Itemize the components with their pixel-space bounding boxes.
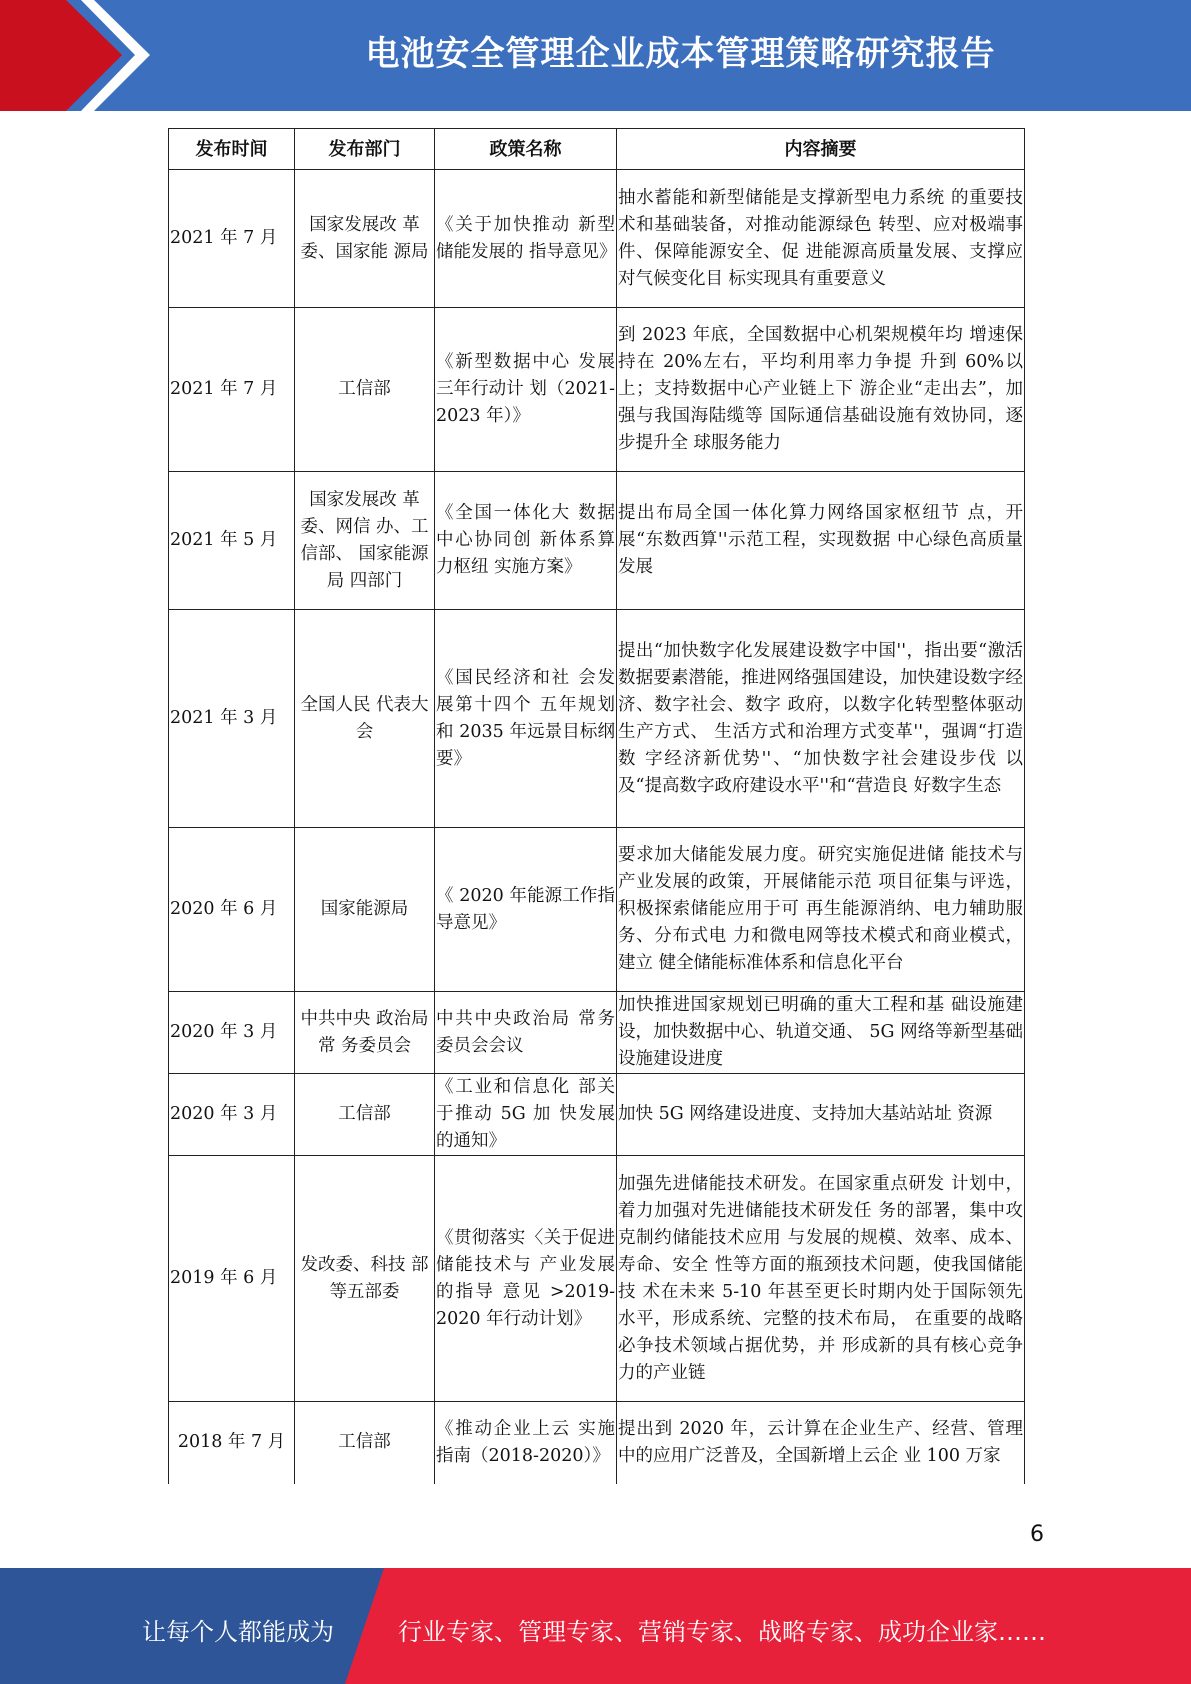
cell-date: 2021 年 3 月 [169, 610, 295, 828]
table-row [169, 170, 1025, 308]
cell-summary: 要求加大储能发展力度。研究实施促进储 能技术与产业发展的政策，开展储能示范 项目征集与评选，积极探索储能应用于可 再生能源消纳、电力辅助服务、分布式电 力和微电网等技术模式和商业模式，建立 健全储能标准体系和信息化平台 [617, 828, 1025, 992]
cell-summary: 到 2023 年底，全国数据中心机架规模年均 增速保持在 20%左右，平均利用率力争提 升到 60%以上；支持数据中心产业链上下 游企业“走出去”，加强与我国海陆缆等 国际通信基础设施有效协同，逐步提升全 球服务能力 [617, 308, 1025, 472]
table-row [169, 472, 1025, 610]
cell-summary: 提出“加快数字化发展建设数字中国''，指出要“激活数据要素潜能，推进网络强国建设，加快建设数字经济、数字社会、数字 政府，以数字化转型整体驱动生产方式、 生活方式和治理方式变革''，强调“打造数 字经济新优势''、“加快数字社会建设步伐 以及“提高数字政府建设水平''和“营造良 好数字生态 [617, 610, 1025, 828]
column-header-dept: 发布部门 [295, 129, 435, 170]
cell-summary: 提出到 2020 年，云计算在企业生产、经营、管理中的应用广泛普及，全国新增上云企 业 100 万家 [617, 1402, 1025, 1484]
column-header-name: 政策名称 [435, 129, 617, 170]
cell-dept: 工信部 [295, 1402, 435, 1484]
report-title: 电池安全管理企业成本管理策略研究报告 [365, 34, 996, 74]
cell-policy-name: 《新型数据中心 发展三年行动计 划（2021-2023 年）》 [435, 308, 617, 472]
cell-dept: 全国人民 代表大会 [295, 610, 435, 828]
cell-date: 2020 年 3 月 [169, 1074, 295, 1156]
cell-date: 2021 年 5 月 [169, 472, 295, 610]
table-row [169, 610, 1025, 828]
page-header [0, 0, 1191, 111]
cell-policy-name: 《关于加快推动 新型储能发展的 指导意见》 [435, 170, 617, 308]
page-footer [0, 1568, 1191, 1684]
cell-dept: 国家能源局 [295, 828, 435, 992]
cell-policy-name: 《工业和信息化 部关于推动 5G 加 快发展的通知》 [435, 1074, 617, 1156]
cell-dept: 工信部 [295, 308, 435, 472]
table-row [169, 1402, 1025, 1484]
cell-dept: 国家发展改 革委、网信 办、工信部、 国家能源局 四部门 [295, 472, 435, 610]
cell-dept: 国家发展改 革委、国家能 源局 [295, 170, 435, 308]
cell-date: 2020 年 3 月 [169, 992, 295, 1074]
cell-date: 2021 年 7 月 [169, 170, 295, 308]
cell-policy-name: 《全国一体化大 数据中心协同创 新体系算力枢纽 实施方案》 [435, 472, 617, 610]
table-header-row [169, 129, 1025, 170]
cell-summary: 提出布局全国一体化算力网络国家枢纽节 点，开展“东数西算''示范工程，实现数据 中心绿色高质量发展 [617, 472, 1025, 610]
policy-table [168, 128, 1025, 1484]
cell-dept: 中共中央 政治局常 务委员会 [295, 992, 435, 1074]
column-header-summary: 内容摘要 [617, 129, 1025, 170]
cell-policy-name: 《推动企业上云 实施指南（2018-2020）》 [435, 1402, 617, 1484]
cell-policy-name: 中共中央政治局 常务委员会会议 [435, 992, 617, 1074]
cell-date: 2021 年 7 月 [169, 308, 295, 472]
table-row [169, 308, 1025, 472]
cell-date: 2020 年 6 月 [169, 828, 295, 992]
table-row [169, 1156, 1025, 1402]
cell-policy-name: 《 2020 年能源工作指导意见》 [435, 828, 617, 992]
cell-dept: 发改委、科技 部等五部委 [295, 1156, 435, 1402]
footer-slogan-left: 让每个人都能成为 [142, 1618, 334, 1646]
table-row [169, 992, 1025, 1074]
cell-dept: 工信部 [295, 1074, 435, 1156]
cell-summary: 抽水蓄能和新型储能是支撑新型电力系统 的重要技术和基础装备，对推动能源绿色 转型、应对极端事件、保障能源安全、促 进能源高质量发展、支撑应对气候变化目 标实现具有重要意义 [617, 170, 1025, 308]
cell-date: 2018 年 7 月 [169, 1402, 295, 1484]
cell-policy-name: 《国民经济和社 会发展第十四个 五年规划和 2035 年远景目标纲要》 [435, 610, 617, 828]
footer-slogan-right: 行业专家、管理专家、营销专家、战略专家、成功企业家…… [398, 1618, 1046, 1646]
cell-date: 2019 年 6 月 [169, 1156, 295, 1402]
cell-summary: 加强先进储能技术研发。在国家重点研发 计划中，着力加强对先进储能技术研发任 务的部署，集中攻克制约储能技术应用 与发展的规模、效率、成本、寿命、安全 性等方面的瓶颈技术问题，使我国储能技 术在未来 5-10 年甚至更长时期内处于国际领先水平，形成系统、完整的技术布局， 在重要的战略必争技术领域占据优势，并 形成新的具有核心竞争力的产业链 [617, 1156, 1025, 1402]
cell-summary: 加快 5G 网络建设进度、支持加大基站站址 资源 [617, 1074, 1025, 1156]
table-row [169, 828, 1025, 992]
page-number: 6 [1030, 1522, 1044, 1547]
cell-policy-name: 《贯彻落实〈关于促进储能技术与 产业发展的指导 意见 >2019-2020 年行动计划》 [435, 1156, 617, 1402]
header-arrow-icon [0, 0, 160, 111]
column-header-date: 发布时间 [169, 129, 295, 170]
cell-summary: 加快推进国家规划已明确的重大工程和基 础设施建设，加快数据中心、轨道交通、 5G 网络等新型基础设施建设进度 [617, 992, 1025, 1074]
table-row [169, 1074, 1025, 1156]
